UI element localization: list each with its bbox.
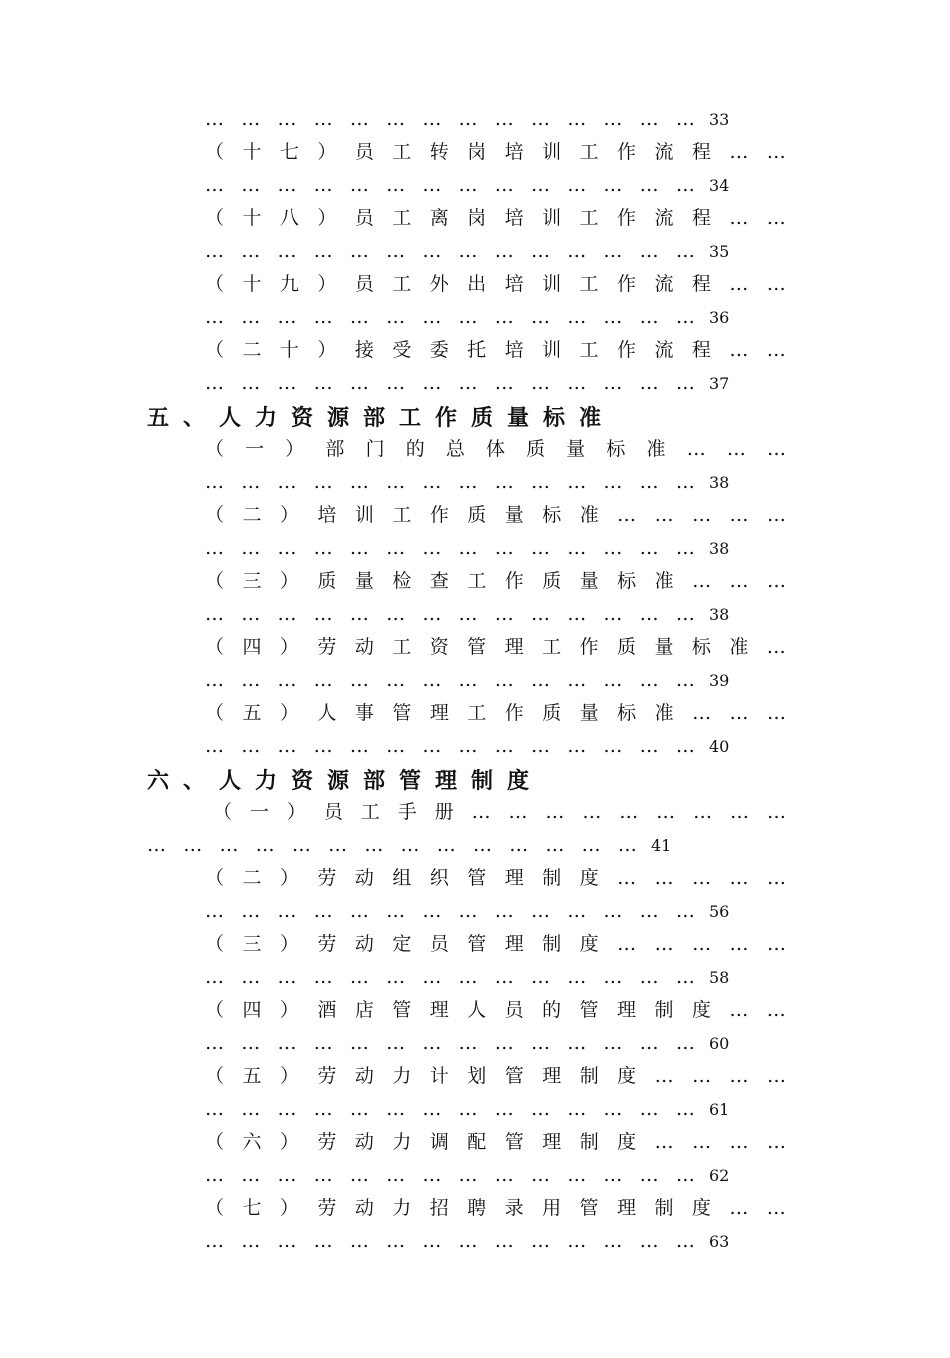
dot-leader: … … … … … … … … … … … … … … (205, 306, 695, 328)
dot-leader: … … … … … … … … … … … … … … (205, 1098, 695, 1120)
dot-leader: … … … … … … … … … … … … … … (205, 669, 695, 691)
toc-entry: （ 二 ） 培 训 工 作 质 量 标 准 … … … … … (205, 504, 786, 526)
dot-leader: … … … … … … … … … … … … … … (205, 966, 695, 988)
section-heading: 五、人力资源部工作质量标准 (147, 405, 616, 431)
toc-entry: （ 六 ） 劳 动 力 调 配 管 理 制 度 … … … … (205, 1131, 786, 1153)
toc-entry: （ 五 ） 人 事 管 理 工 作 质 量 标 准 … … … (205, 702, 786, 724)
page-number: 61 (709, 1100, 730, 1119)
page-number: 38 (709, 539, 730, 558)
toc-entry-continuation (205, 173, 729, 198)
toc-entry-continuation (205, 371, 729, 396)
page-number: 39 (709, 671, 730, 690)
page-number: 58 (709, 968, 730, 987)
page-number: 40 (709, 737, 730, 756)
toc-entry-continuation (205, 305, 729, 330)
toc-entry-continuation (205, 239, 729, 264)
toc-entry-continuation (205, 602, 729, 627)
page-number: 41 (651, 836, 672, 855)
toc-entry: （ 三 ） 劳 动 定 员 管 理 制 度 … … … … … (205, 933, 786, 955)
dot-leader: … … … … … … … … … … … … … … (205, 372, 695, 394)
page-number: 62 (709, 1166, 730, 1185)
dot-leader: … … … … … … … … … … … … … … (205, 1164, 695, 1186)
page-number: 36 (709, 308, 730, 327)
toc-entry-continuation (205, 734, 729, 759)
toc-entry: （ 十 八 ） 员 工 离 岗 培 训 工 作 流 程 … … (205, 207, 786, 229)
toc-entry: （ 二 ） 劳 动 组 织 管 理 制 度 … … … … … (205, 867, 786, 889)
page-number: 56 (709, 902, 730, 921)
toc-entry: （ 一 ） 部 门 的 总 体 质 量 标 准 … … … (205, 438, 786, 460)
toc-entry: （ 三 ） 质 量 检 查 工 作 质 量 标 准 … … … (205, 570, 786, 592)
toc-entry-continuation (205, 107, 729, 132)
dot-leader: … … … … … … … … … … … … … … (205, 735, 695, 757)
page-number: 38 (709, 473, 730, 492)
toc-entry-continuation (205, 965, 729, 990)
toc-entry: （ 二 十 ） 接 受 委 托 培 训 工 作 流 程 … … (205, 339, 786, 361)
toc-entry: （ 一 ） 员 工 手 册 … … … … … … … … … (213, 801, 786, 823)
toc-entry-continuation (205, 1163, 729, 1188)
toc-entry-continuation (205, 470, 729, 495)
dot-leader: … … … … … … … … … … … … … … (205, 471, 695, 493)
toc-entry: （ 七 ） 劳 动 力 招 聘 录 用 管 理 制 度 … … (205, 1197, 786, 1219)
page-number: 38 (709, 605, 730, 624)
page-number: 63 (709, 1232, 730, 1251)
page-number: 60 (709, 1034, 730, 1053)
dot-leader: … … … … … … … … … … … … … … (205, 108, 695, 130)
section-heading: 六、人力资源部管理制度 (147, 768, 544, 794)
toc-entry: （ 四 ） 劳 动 工 资 管 理 工 作 质 量 标 准 … (205, 636, 786, 658)
dot-leader: … … … … … … … … … … … … … … (205, 537, 695, 559)
toc-entry-continuation (205, 1031, 729, 1056)
toc-entry: （ 十 七 ） 员 工 转 岗 培 训 工 作 流 程 … … (205, 141, 786, 163)
toc-entry-continuation (205, 536, 729, 561)
dot-leader: … … … … … … … … … … … … … … (147, 834, 637, 856)
page-number: 34 (709, 176, 730, 195)
dot-leader: … … … … … … … … … … … … … … (205, 1230, 695, 1252)
toc-entry-continuation (205, 1097, 729, 1122)
dot-leader: … … … … … … … … … … … … … … (205, 603, 695, 625)
dot-leader: … … … … … … … … … … … … … … (205, 900, 695, 922)
dot-leader: … … … … … … … … … … … … … … (205, 1032, 695, 1054)
toc-entry: （ 五 ） 劳 动 力 计 划 管 理 制 度 … … … … (205, 1065, 786, 1087)
toc-entry: （ 十 九 ） 员 工 外 出 培 训 工 作 流 程 … … (205, 273, 786, 295)
page-number: 37 (709, 374, 730, 393)
toc-entry: （ 四 ） 酒 店 管 理 人 员 的 管 理 制 度 … … (205, 999, 786, 1021)
toc-entry-continuation (147, 833, 671, 858)
toc-entry-continuation (205, 899, 729, 924)
toc-entry-continuation (205, 1229, 729, 1254)
dot-leader: … … … … … … … … … … … … … … (205, 174, 695, 196)
page-number: 35 (709, 242, 730, 261)
toc-entry-continuation (205, 668, 729, 693)
page-number: 33 (709, 110, 730, 129)
dot-leader: … … … … … … … … … … … … … … (205, 240, 695, 262)
